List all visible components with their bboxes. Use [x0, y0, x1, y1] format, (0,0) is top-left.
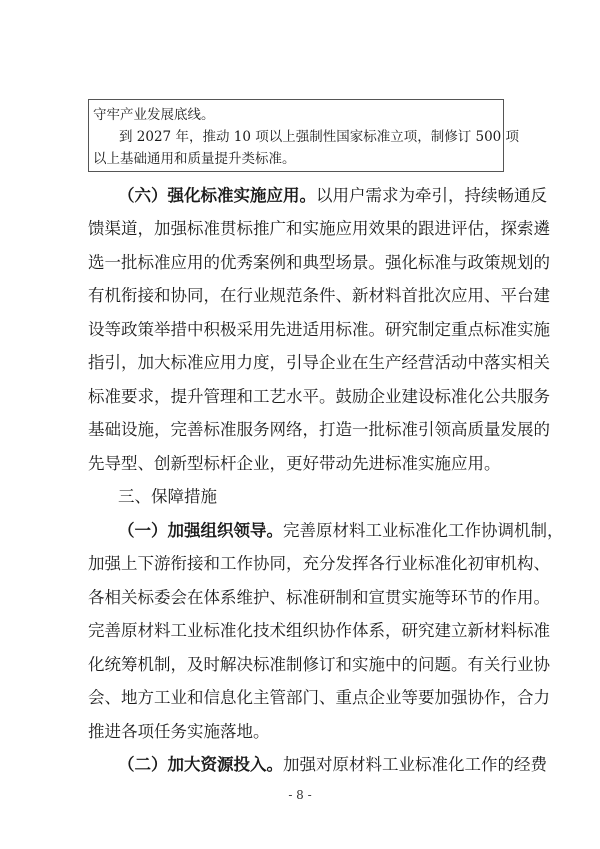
subsection-2-first-line	[118, 752, 547, 778]
paragraph-line: 有机衔接和协同，在行业规范条件、新材料首批次应用、平台建	[88, 286, 550, 305]
paragraph-line: 推进各项任务实施落地。	[88, 722, 270, 741]
box-line-2: 到 2027 年，推动 10 项以上强制性国家标准立项，制修订 500 项	[119, 129, 520, 145]
paragraph-line: 完善原材料工业标准化技术组织协作体系，研究建立新材料标准	[88, 621, 550, 640]
page-number: - 8 -	[288, 788, 312, 802]
paragraph-line: 化统筹机制，及时解决标准制修订和实施中的问题。有关行业协	[88, 655, 550, 674]
subsection-2-heading: （二）加大资源投入。	[118, 755, 283, 774]
section-6-text: 以用户需求为牵引，持续畅通反	[316, 186, 547, 205]
subsection-1-text: 完善原材料工业标准化工作协调机制，	[283, 521, 564, 540]
subsection-1-heading: （一）加强组织领导。	[118, 521, 283, 540]
box-line-1: 守牢产业发展底线。	[93, 107, 215, 123]
part-3-heading: 三、保障措施	[118, 487, 217, 506]
paragraph-line: 各相关标委会在体系维护、标准研制和宣贯实施等环节的作用。	[88, 588, 550, 607]
paragraph-line: 先导型、创新型标杆企业，更好带动先进标准实施应用。	[88, 454, 501, 473]
subsection-2-text: 加强对原材料工业标准化工作的经费	[283, 755, 547, 774]
paragraph-line: 标准要求，提升管理和工艺水平。鼓励企业建设标准化公共服务	[88, 387, 550, 406]
paragraph-line: 馈渠道，加强标准贯标推广和实施应用效果的跟进评估，探索遴	[88, 219, 550, 238]
paragraph-line: 选一批标准应用的优秀案例和典型场景。强化标准与政策规划的	[88, 253, 550, 272]
paragraph-line: 加强上下游衔接和工作协同，充分发挥各行业标准化初审机构、	[88, 554, 550, 573]
paragraph-line: 指引，加大标准应用力度，引导企业在生产经营活动中落实相关	[88, 353, 550, 372]
section-6-first-line	[118, 183, 547, 209]
section-6-heading: （六）强化标准实施应用。	[118, 186, 316, 205]
paragraph-line: 会、地方工业和信息化主管部门、重点企业等要加强协作，合力	[88, 688, 550, 707]
paragraph-line: 基础设施，完善标准服务网络，打造一批标准引领高质量发展的	[88, 420, 550, 439]
boxed-note	[88, 99, 520, 172]
subsection-1-first-line	[118, 518, 564, 544]
box-line-3: 以上基础通用和质量提升类标准。	[93, 151, 296, 167]
paragraph-line: 设等政策举措中积极采用先进适用标准。研究制定重点标准实施	[88, 320, 550, 339]
